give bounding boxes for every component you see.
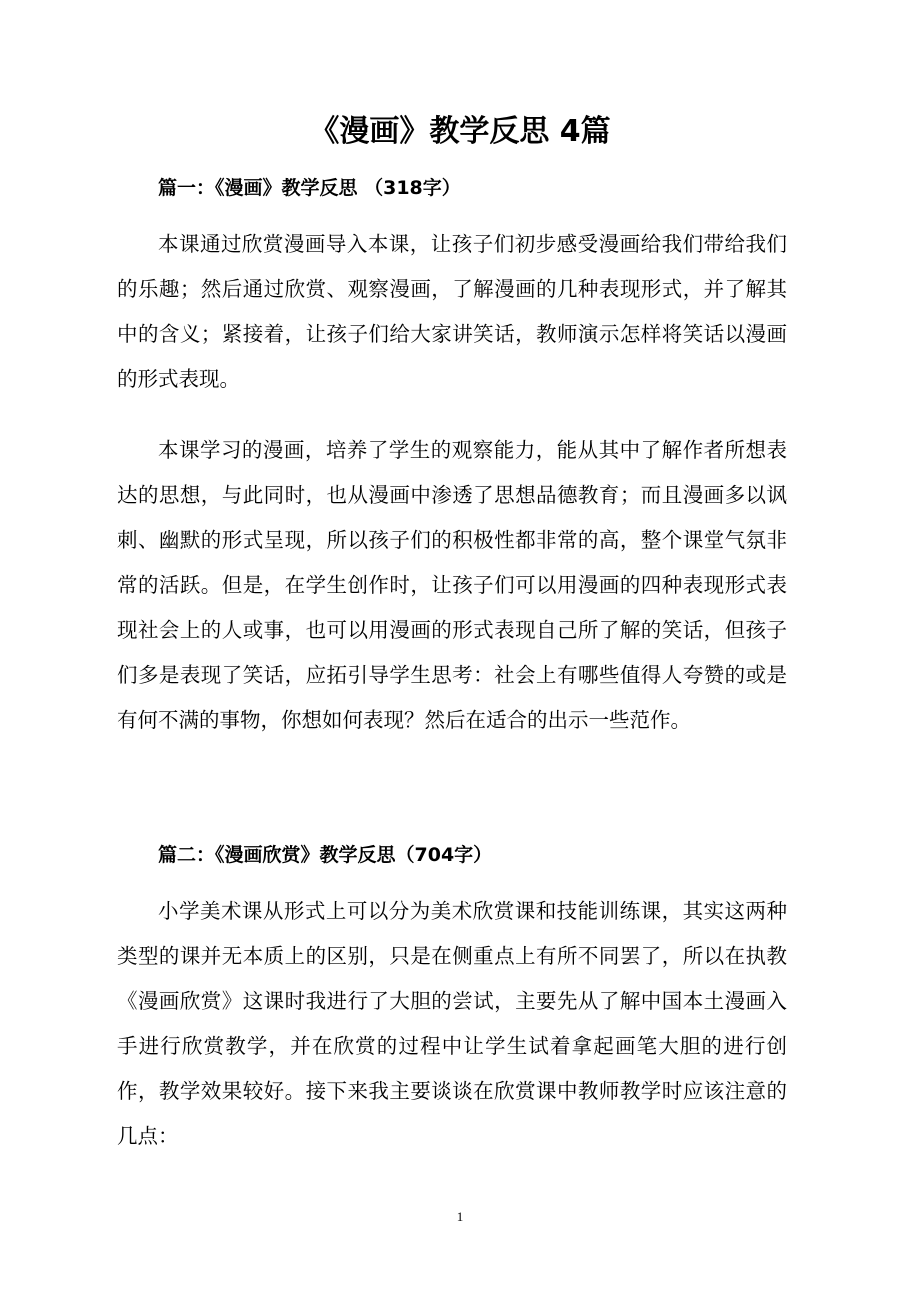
section-1-paragraph-2: 本课学习的漫画，培养了学生的观察能力，能从其中了解作者所想表达的思想，与此同时，也从漫画中渗透了思想品德教育；而且漫画多以讽刺、幽默的形式呈现，所以孩子们的积极性都非常的高，整个课堂气氛非常的活跃。但是，在学生创作时，让孩子们可以用漫画的四种表现形式表现社会上的人或事，也可以用漫画的形式表现自己所了解的笑话，但孩子们多是表现了笑话，应拓引导学生思考：社会上有哪些值得人夸赞的或是有何不满的事物，你想如何表现？然后在适合的出示一些范作。 <box>117 438 787 732</box>
page-number: 1 <box>456 1209 464 1224</box>
section-1-paragraph-1: 本课通过欣赏漫画导入本课，让孩子们初步感受漫画给我们带给我们的乐趣；然后通过欣赏、观察漫画，了解漫画的几种表现形式，并了解其中的含义；紧接着，让孩子们给大家讲笑话，教师演示怎样将笑话以漫画的形式表现。 <box>117 232 787 391</box>
section-2-paragraph-1: 小学美术课从形式上可以分为美术欣赏课和技能训练课，其实这两种类型的课并无本质上的区别，只是在侧重点上有所不同罢了，所以在执教《漫画欣赏》这课时我进行了大胆的尝试，主要先从了解中国本土漫画入手进行欣赏教学，并在欣赏的过程中让学生试着拿起画笔大胆的进行创作，教学效果较好。接下来我主要谈谈在欣赏课中教师教学时应该注意的几点： <box>117 899 787 1148</box>
section-heading-1: 篇一：《漫画》教学反思 （318字） <box>158 177 461 199</box>
section-heading-2: 篇二：《漫画欣赏》教学反思（704字） <box>158 844 493 866</box>
document-title: 《漫画》教学反思 4篇 <box>309 114 611 149</box>
